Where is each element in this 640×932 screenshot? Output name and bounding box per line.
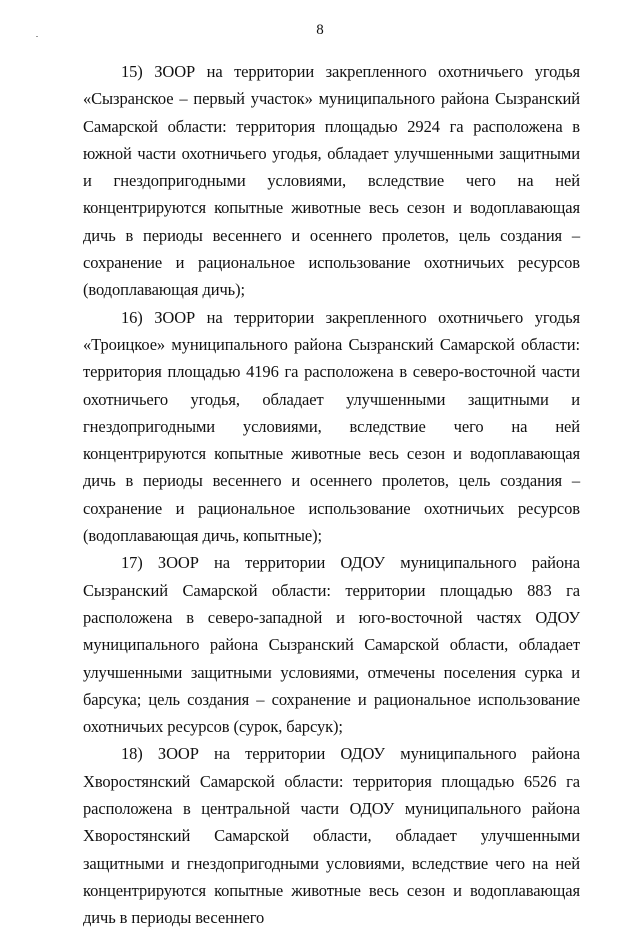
document-body — [83, 58, 580, 932]
paragraph-item-15: 15) ЗООР на территории закрепленного охотничьего угодья «Сызранское – первый участок» муниципального района Сызранский Самарской области: территория площадью 2924 га расположена в южной части охотничьего угодья, обладает улучшенными защитными и гнездопригодными условиями, вследствие чего на ней концентрируются копытные животные весь сезон и водоплавающая дичь в периоды весеннего и осеннего пролетов, цель создания – сохранение и рациональное использование охотничьих ресурсов (водоплавающая дичь); — [83, 62, 580, 300]
page-number: 8 — [316, 22, 324, 38]
paragraph-item-17: 17) ЗООР на территории ОДОУ муниципального района Сызранский Самарской области: территории площадью 883 га расположена в северо-западной и юго-восточной частях ОДОУ муниципального района Сызранский Самарской области, обладает улучшенными защитными условиями, отмечены поселения сурка и барсука; цель создания – сохранение и рациональное использование охотничьих ресурсов (сурок, барсук); — [83, 553, 580, 737]
paragraph-item-16: 16) ЗООР на территории закрепленного охотничьего угодья «Троицкое» муниципального района Сызранский Самарской области: территория площадью 4196 га расположена в северо-восточной части охотничьего угодья, обладает улучшенными защитными и гнездопригодными условиями, вследствие чего на ней концентрируются копытные животные весь сезон и водоплавающая дичь в периоды весеннего и осеннего пролетов, цель создания – сохранение и рациональное использование охотничьих ресурсов (водоплавающая дичь, копытные); — [83, 307, 580, 546]
paragraph-item-18: 18) ЗООР на территории ОДОУ муниципального района Хворостянский Самарской области: территория площадью 6526 га расположена в центральной части ОДОУ муниципального района Хворостянский Самарской области, обладает улучшенными защитными и гнездопригодными условиями, вследствие чего на ней концентрируются копытные животные весь сезон и водоплавающая дичь в периоды весеннего — [83, 744, 580, 928]
